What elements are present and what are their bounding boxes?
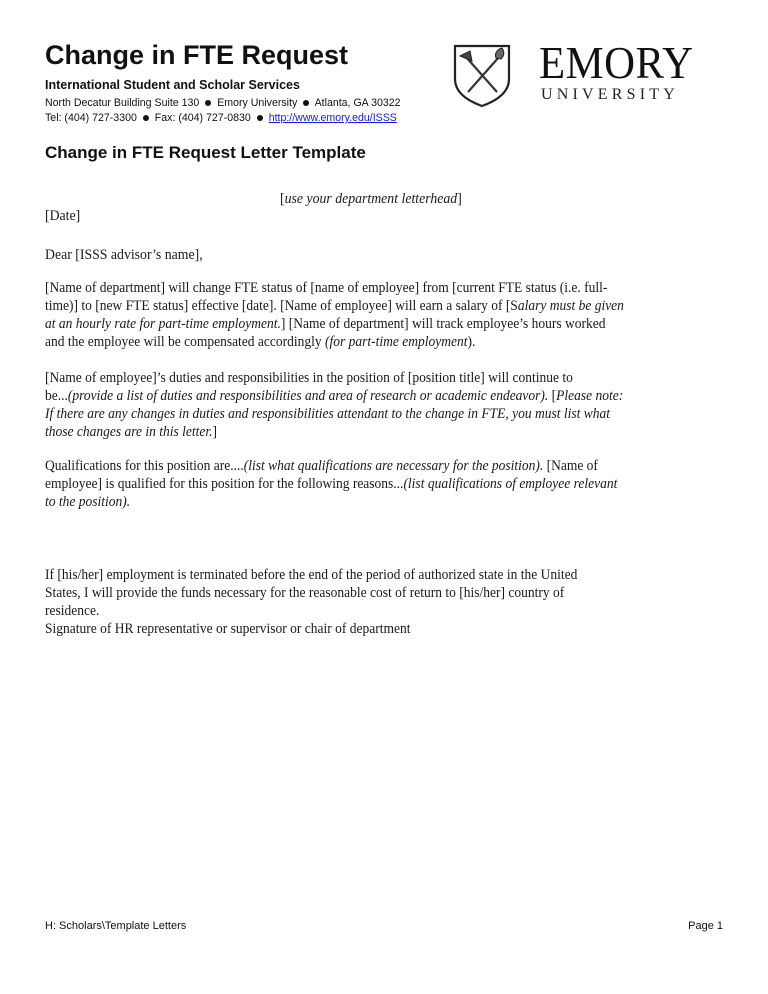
text-run: and the employee will be compensated accordingly [45,334,326,350]
text-run: If [his/her] employment is terminated before the end of the period of authorized state in the United [45,567,578,583]
contact-line [45,112,397,124]
text-line [45,387,711,405]
text-run: ] [Name of department] will track employee’s hours worked [280,316,606,332]
italic-run: If there are any changes in duties and responsibilities attendant to the change in FTE, you must list what [45,406,611,422]
bullet-icon [205,100,211,106]
text-run: [Name of employee]’s duties and responsibilities in the position of [position title] will continue to [45,370,573,386]
text-run: States, I will provide the funds necessary for the reasonable cost of return to [his/her] country of [45,585,565,601]
italic-run: (list qualifications of employee relevant [403,476,618,492]
text-line [45,297,711,315]
bracket-open: [ [280,191,285,207]
text-line [45,475,711,493]
text-run: time)] to [new FTE status] effective [date]. [Name of employee] will earn a salary of [S [45,298,518,314]
contact-fax: Fax: (404) 727-0830 [154,112,251,124]
text-line [45,584,711,602]
bracket-close: ] [457,191,462,207]
document-title: Change in FTE Request [45,40,349,70]
italic-run: (list what qualifications are necessary for the position). [243,458,544,474]
text-run: employee] is qualified for this position for the following reasons... [45,476,404,492]
text-run: be... [45,388,68,404]
paragraph-fte-change [45,279,768,351]
italic-run: Please note: [556,388,624,404]
logo-subtitle: UNIVERSITY [541,86,679,103]
text-line [45,279,711,297]
paragraph-return-cost [45,566,768,620]
italic-run: (for part-time employment [325,334,468,350]
shield-torch-trumpet-icon [452,43,512,109]
address-building: North Decatur Building Suite 130 [45,97,200,109]
address-city: Atlanta, GA 30322 [314,97,401,109]
footer-page-number: Page 1 [688,920,723,932]
date-placeholder [45,207,83,225]
text-run: ] [212,424,217,440]
logo-wordmark: EMORY [539,37,694,88]
bullet-icon [143,115,149,121]
organization-name: International Student and Scholar Services [45,78,300,92]
footer-path: H: Scholars\Template Letters [45,920,187,932]
italic-run: alary must be given [517,298,624,314]
date-text: [Date] [45,208,81,224]
bullet-icon [257,115,263,121]
text-line [45,423,711,441]
signature-line [45,620,451,638]
address-university: Emory University [217,97,298,109]
italic-run: to the position). [45,494,131,510]
paragraph-qualifications [45,457,768,511]
text-run: [ [548,388,557,404]
text-run: [Name of department] will change FTE status of [name of employee] from [current FTE status (i.e. full- [45,280,608,296]
italic-run: those changes are in this letter. [45,424,213,440]
text-line [45,457,711,475]
text-run: ). [467,334,476,350]
signature-text: Signature of HR representative or supervisor or chair of department [45,621,411,637]
template-heading: Change in FTE Request Letter Template [45,143,366,162]
text-line [45,315,711,333]
text-run: residence. [45,603,100,619]
salutation [45,246,216,264]
text-line [45,493,711,511]
address-line [45,97,401,109]
salutation-text: Dear [ISSS advisor’s name], [45,247,203,263]
italic-run: (provide a list of duties and responsibilities and area of research or academic endeavor). [67,388,549,404]
text-run: [Name of [543,458,598,474]
paragraph-duties [45,369,768,441]
text-line [45,369,711,387]
letterhead-note [280,190,478,208]
text-line [45,602,711,620]
text-run: Qualifications for this position are.... [45,458,244,474]
contact-tel: Tel: (404) 727-3300 [45,112,137,124]
text-line [45,333,711,351]
text-line [45,405,711,423]
italic-run: at an hourly rate for part-time employment. [45,316,281,332]
website-link[interactable]: http://www.emory.edu/ISSS [268,112,397,124]
letterhead-instruction: use your department letterhead [284,191,458,207]
bullet-icon [303,100,309,106]
text-line [45,566,711,584]
